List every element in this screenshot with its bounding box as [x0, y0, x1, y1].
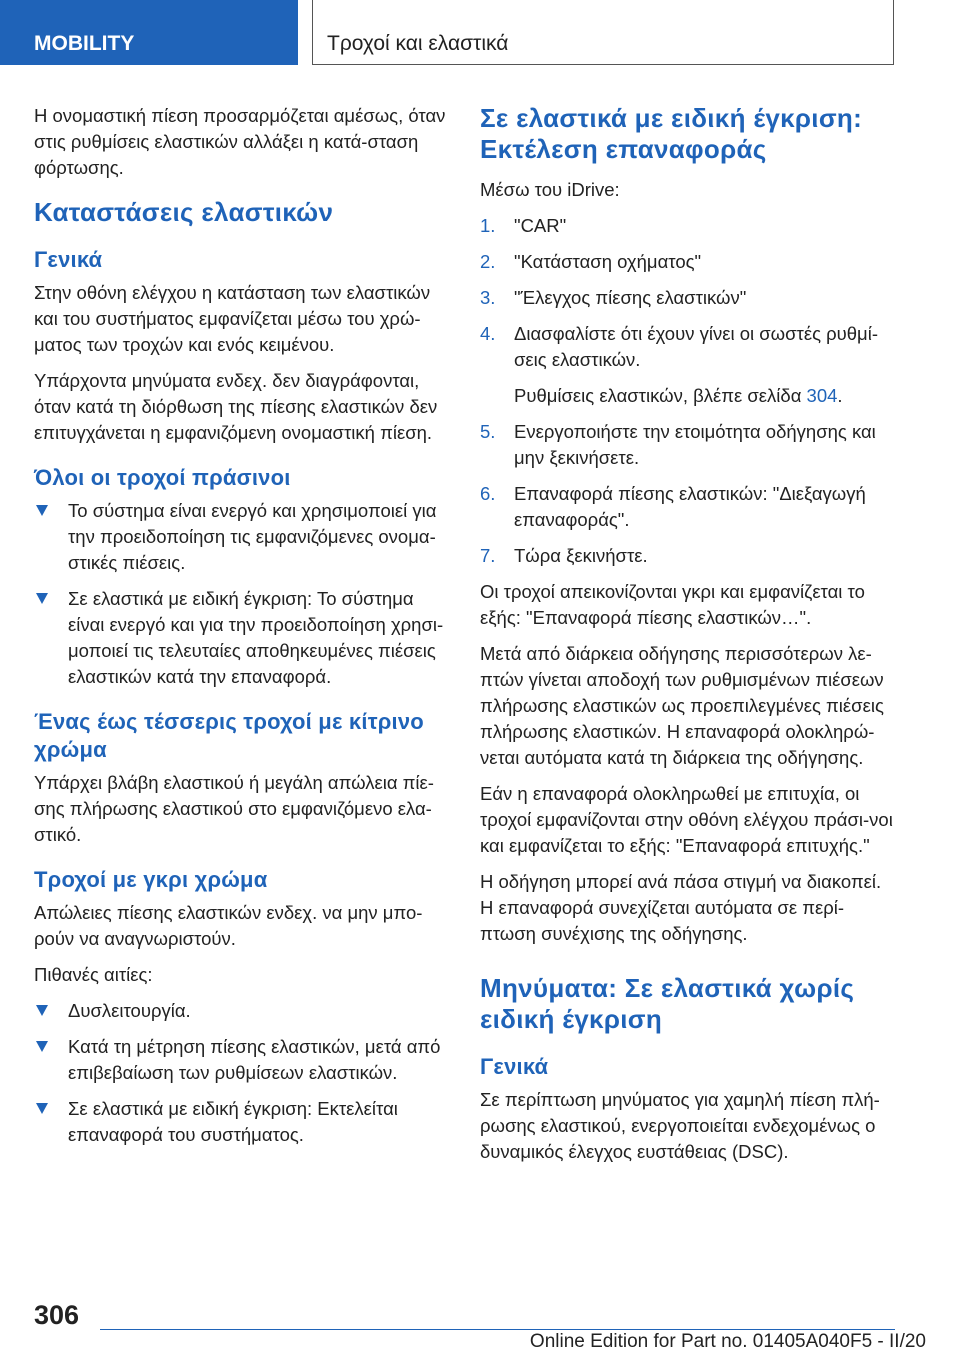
heading-yellow: Ένας έως τέσσερις τροχοί με κίτρινο χρώμα: [34, 709, 424, 762]
triangle-bullet-icon: [36, 1005, 48, 1016]
heading-tire-status: Καταστάσεις ελαστικών: [34, 197, 334, 227]
paragraph: Σε περίπτωση μηνύματος για χαμηλή πίεση πλή-ρωσης ελαστικού, ενεργοποιείται ενδεχομένως ο δυναμικός έλεγχος ευστάθειας (DSC).: [480, 1089, 880, 1162]
step-number: 7.: [480, 545, 496, 566]
paragraph: Οι τροχοί απεικονίζονται γκρι και εμφανίζεται το εξής: "Επαναφορά πίεσης ελαστικών…".: [480, 581, 865, 628]
step-note: Ρυθμίσεις ελαστικών, βλέπε σελίδα 304.: [514, 385, 843, 406]
list-item: Δυσλειτουργία.: [34, 998, 454, 1024]
heading-messages: Μηνύματα: Σε ελαστικά χωρίς ειδική έγκριση: [480, 973, 855, 1034]
page-title: Τροχοί και ελαστικά: [327, 32, 509, 55]
step-item: 6. Επαναφορά πίεσης ελαστικών: "Διεξαγωγή επαναφοράς".: [480, 483, 866, 530]
triangle-bullet-icon: [36, 593, 48, 604]
page-header: [312, 0, 894, 65]
bullet-list-grey: [34, 998, 454, 1148]
step-number: 5.: [480, 421, 496, 442]
paragraph: Απώλειες πίεσης ελαστικών ενδεχ. να μην μπο-ρούν να αναγνωριστούν.: [34, 902, 423, 949]
bullet-list-green: [34, 498, 454, 690]
paragraph: Μέσω του iDrive:: [480, 179, 620, 200]
step-number: 4.: [480, 323, 496, 344]
left-column: [34, 103, 454, 1158]
steps-list: [480, 213, 898, 569]
paragraph: Η οδήγηση μπορεί ανά πάσα στιγμή να διακοπεί. Η επαναφορά συνεχίζεται αυτόματα σε περί-πτωση συνέχισης της οδήγησης.: [480, 871, 882, 944]
paragraph: Μετά από διάρκεια οδήγησης περισσότερων λε-πτών γίνεται αποδοχή των ρυθμισμένων πιέσεων πλήρωσης ελαστικών ως προεπιλεγμένες πιέσεις πλήρωσης ελαστικών. Η επαναφορά ολοκληρώ-νεται αυτόματα κατά τη διάρκεια της οδήγησης.: [480, 643, 884, 768]
step-number: 2.: [480, 251, 496, 272]
paragraph: Πιθανές αιτίες:: [34, 964, 153, 985]
intro-paragraph: Η ονομαστική πίεση προσαρμόζεται αμέσως, όταν στις ρυθμίσεις ελαστικών αλλάξει η κατά-σταση φόρτωσης.: [34, 105, 446, 178]
footer-divider: [100, 1329, 895, 1330]
step-item: 4. Διασφαλίστε ότι έχουν γίνει οι σωστές ρυθμί-σεις ελαστικών. Ρυθμίσεις ελαστικών, βλέπε σελίδα 304.: [480, 321, 898, 409]
step-number: 1.: [480, 215, 496, 236]
step-item: 2. "Κατάσταση οχήματος": [480, 249, 898, 275]
step-item: 1. "CAR": [480, 213, 898, 239]
section-tab[interactable]: [0, 0, 298, 65]
list-item: Κατά τη μέτρηση πίεσης ελαστικών, μετά από επιβεβαίωση των ρυθμίσεων ελαστικών.: [34, 1034, 454, 1086]
triangle-bullet-icon: [36, 1103, 48, 1114]
step-number: 3.: [480, 287, 496, 308]
step-item: 3. "Έλεγχος πίεσης ελαστικών": [480, 285, 898, 311]
step-item: 7. Τώρα ξεκινήστε.: [480, 543, 898, 569]
section-tab-label: MOBILITY: [34, 32, 135, 55]
heading-general: Γενικά: [480, 1054, 549, 1079]
footer-edition: Online Edition for Part no. 01405A040F5 - II/20: [529, 1331, 926, 1352]
triangle-bullet-icon: [36, 505, 48, 516]
page-link[interactable]: 304: [806, 385, 838, 406]
heading-general: Γενικά: [34, 247, 103, 272]
right-column: [480, 103, 898, 1175]
page-number: 306: [34, 1300, 80, 1330]
list-item: Το σύστημα είναι ενεργό και χρησιμοποιεί για την προειδοποίηση τις εμφανιζόμενες ονομα-στικές πιέσεις.: [34, 498, 454, 576]
paragraph: Υπάρχει βλάβη ελαστικού ή μεγάλη απώλεια πίε-σης πλήρωσης ελαστικού στο εμφανιζόμενο ελα-στικό.: [34, 772, 434, 845]
heading-all-green: Όλοι οι τροχοί πράσινοι: [34, 465, 291, 490]
list-item: Σε ελαστικά με ειδική έγκριση: Εκτελείται επαναφορά του συστήματος.: [34, 1096, 454, 1148]
paragraph: Στην οθόνη ελέγχου η κατάσταση των ελαστικών και του συστήματος εμφανίζεται μέσω του χρώ-ματος των τροχών και ενός κειμένου.: [34, 282, 431, 355]
heading-reset: Σε ελαστικά με ειδική έγκριση: Εκτέλεση επαναφοράς: [480, 103, 863, 164]
paragraph: Εάν η επαναφορά ολοκληρωθεί με επιτυχία, οι τροχοί εμφανίζονται στην οθόνη ελέγχου πράσι-νοι και εμφανίζεται το εξής: "Επαναφορά επιτυχής.": [480, 783, 893, 856]
step-number: 6.: [480, 483, 496, 504]
paragraph: Υπάρχοντα μηνύματα ενδεχ. δεν διαγράφονται, όταν κατά τη διόρθωση της πίεσης ελαστικών δεν επιτυγχάνεται η εμφανιζόμενη ονομαστική πίεση.: [34, 370, 438, 443]
list-item: Σε ελαστικά με ειδική έγκριση: Το σύστημα είναι ενεργό και για την προειδοποίηση χρησι-μοποιεί τις τελευταίες αποθηκευμένες πιέσεις ελαστικών κατά την επαναφορά.: [34, 586, 454, 690]
heading-grey: Τροχοί με γκρι χρώμα: [34, 867, 268, 892]
triangle-bullet-icon: [36, 1041, 48, 1052]
step-item: 5. Ενεργοποιήστε την ετοιμότητα οδήγησης και μην ξεκινήσετε.: [480, 421, 876, 468]
